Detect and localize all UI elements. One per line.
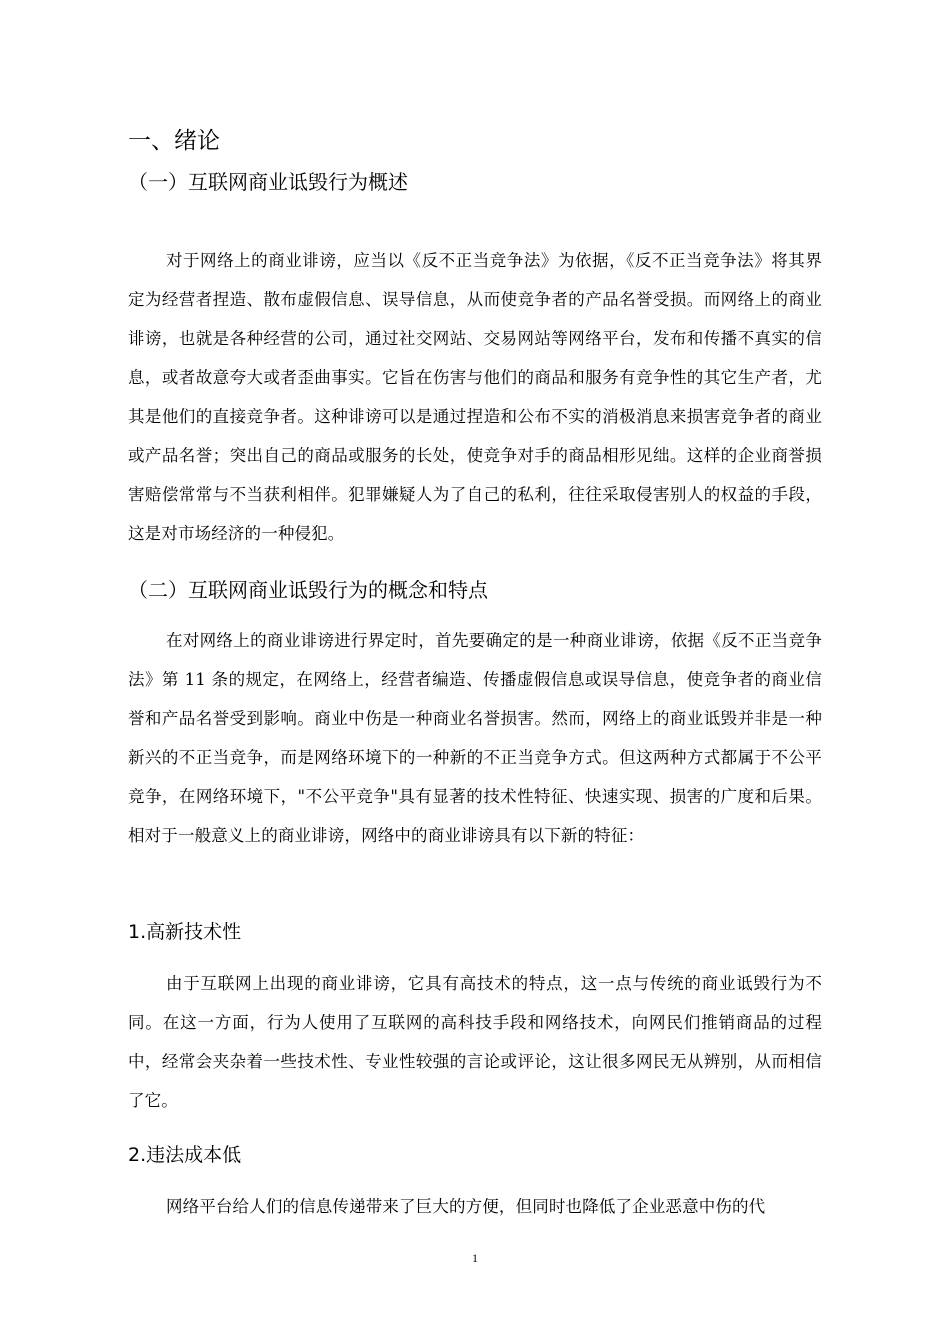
paragraph-concept: 在对网络上的商业诽谤进行界定时，首先要确定的是一种商业诽谤，依据《反不正当竞争法》第 11 条的规定，在网络上，经营者编造、传播虚假信息或误导信息，使竞争者的商业信誉和产品名誉受到影响。商业中伤是一种商业名誉损害。然而，网络上的商业诋毁并非是一种新兴的不正当竞争，而是网络环境下的一种新的不正当竞争方式。但这两种方式都属于不公平竞争，在网络环境下，"不公平竞争"具有显著的技术性特征、快速实现、损害的广度和后果。相对于一般意义上的商业诽谤，网络中的商业诽谤具有以下新的特征： — [128, 631, 822, 845]
paragraph-high-tech: 由于互联网上出现的商业诽谤，它具有高技术的特点，这一点与传统的商业诋毁行为不同。在这一方面，行为人使用了互联网的高科技手段和网络技术，向网民们推销商品的过程中，经常会夹杂着一些技术性、专业性较强的言论或评论，这让很多网民无从辨别，从而相信了它。 — [128, 974, 822, 1110]
paragraph-overview: 对于网络上的商业诽谤，应当以《反不正当竞争法》为依据，《反不正当竞争法》将其界定为经营者捏造、散布虚假信息、误导信息，从而使竞争者的产品名誉受损。而网络上的商业诽谤，也就是各种经营的公司，通过社交网站、交易网站等网络平台，发布和传播不真实的信息，或者故意夸大或者歪曲事实。它旨在伤害与他们的商品和服务有竞争性的其它生产者，尤其是他们的直接竞争者。这种诽谤可以是通过捏造和公布不实的消极消息来损害竞争者的商业或产品名誉；突出自己的商品或服务的长处，使竞争对手的商品相形见绌。这样的企业商誉损害赔偿常常与不当获利相伴。犯罪嫌疑人为了自己的私利，往往采取侵害别人的权益的手段，这是对市场经济的一种侵犯。 — [128, 251, 822, 543]
section-title-overview: （一）互联网商业诋毁行为概述 — [128, 170, 408, 194]
paragraph-low-cost: 网络平台给人们的信息传递带来了巨大的方便，但同时也降低了企业恶意中伤的代 — [165, 1197, 766, 1216]
page-number: 1 — [472, 1251, 478, 1265]
section-title-concept: （二）互联网商业诋毁行为的概念和特点 — [128, 578, 488, 602]
chapter-title: 一、绪论 — [128, 128, 220, 154]
subsection-title-low-cost: 2.违法成本低 — [128, 1144, 242, 1166]
subsection-title-high-tech: 1.高新技术性 — [128, 921, 242, 943]
